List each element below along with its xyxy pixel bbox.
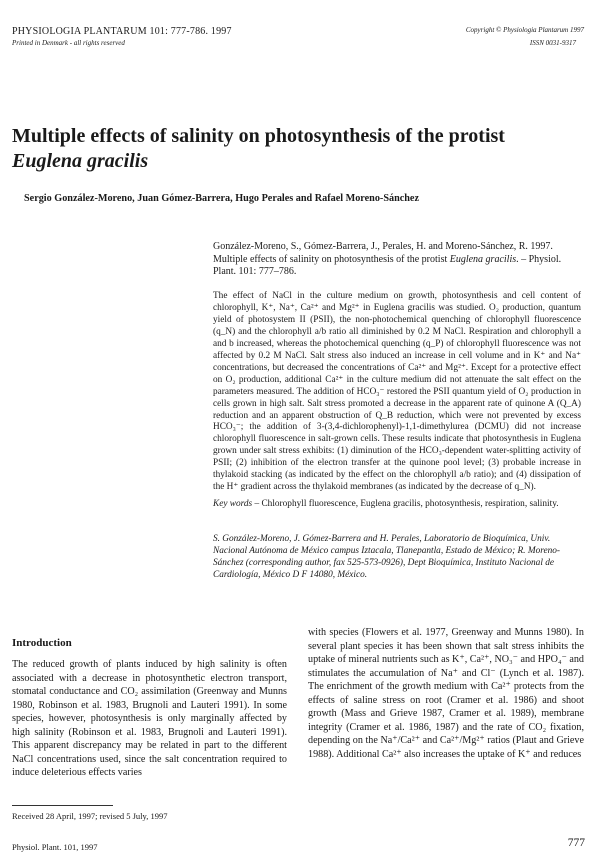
copyright-notice: Copyright © Physiologia Plantarum 1997 <box>465 26 584 34</box>
citation-species: Euglena gracilis <box>449 253 517 265</box>
intro-column-left: The reduced growth of plants induced by high salinity is often associated with a decrease in photosynthetic electron transport, stomatal conductance and CO₂ assimilation (Greenway and Munns 1980, Robinson et al. 1983, Brugnoli and Lauteri 1991). In some species, however, photosynthesis is only marginally affected by high salinity (Robinson et al. 1983, Brugnoli and Lauteri 1991). This apparent discrepancy may be related in part to the different NaCl concentrations used, since the salt concentration required to induce deleterious effects varies <box>12 659 287 778</box>
article-title <box>12 124 587 174</box>
footnote-rule <box>12 805 113 806</box>
printed-notice: Printed in Denmark - all rights reserved <box>12 39 125 47</box>
keywords-text: Chlorophyll fluorescence, Euglena gracilis, photosynthesis, respiration, salinity. <box>261 499 559 509</box>
citation-text: González-Moreno, S., Gómez-Barrera, J., Perales, H. and Moreno-Sánchez, R. 1997. Multiple effects of salinity on photosynthesis of the protist <box>213 241 553 265</box>
section-heading-introduction: Introduction <box>12 637 72 649</box>
citation <box>213 241 581 279</box>
journal-header: PHYSIOLOGIA PLANTARUM 101: 777-786. 1997 <box>12 26 232 37</box>
keywords <box>213 498 581 510</box>
citation-tail: . – Physiol. Plant. 101: 777–786. <box>213 253 562 278</box>
title-line-1: Multiple effects of salinity on photosynthesis of the protist <box>12 125 505 147</box>
author-list: Sergio González-Moreno, Juan Gómez-Barrera, Hugo Perales and Rafael Moreno-Sánchez <box>24 193 419 204</box>
received-dates: Received 28 April, 1997; revised 5 July, 1997 <box>12 811 168 821</box>
title-line-2: Euglena gracilis <box>12 150 149 172</box>
page-number: 777 <box>567 837 585 849</box>
footer-journal-ref: Physiol. Plant. 101, 1997 <box>12 842 98 852</box>
author-affiliations: S. González-Moreno, J. Gómez-Barrera and H. Perales, Laboratorio de Bioquímica, Univ. Nacional Autónoma de México campus Iztacala, Tlanepantla, Estado de México; R. Moreno-Sánchez (corresponding author, fax 525-573-0926), Dept Bioquímica, Instituto Nacional de Cardiología, México D F 14080, México. <box>213 534 561 580</box>
issn: ISSN 0031-9317 <box>529 39 576 47</box>
intro-column-right: with species (Flowers et al. 1977, Greenway and Munns 1980). In several plant species it has been shown that salt stress inhibits the uptake of mineral nutrients such as K⁺, Ca²⁺, NO₃⁻ and HPO₄⁻ and stimulates the accumulation of Na⁺ and Cl⁻ (Lynch et al. 1987). The enrichment of the growth medium with Ca²⁺ protects from the effects of saline stress on root (Cramer et al. 1986) and shoot growth (Mass and Grieve 1987, Cramer et al. 1989), membrane integrity (Cramer et al. 1986, 1987) and the rate of CO₂ fixation, depending on the Na⁺/Ca²⁺ and Ca²⁺/Mg²⁺ ratios (Plaut and Grieve 1988). Additional Ca²⁺ also increases the uptake of K⁺ and reduces <box>308 627 584 760</box>
keywords-label: Key words – <box>213 499 260 509</box>
abstract: The effect of NaCl in the culture medium on growth, photosynthesis and cell content of chlorophyll, K⁺, Na⁺, Ca²⁺ and Mg²⁺ in Euglena gracilis was studied. O₂ production, quantum yield of photosystem II (PSII), the non-photochemical quenching of chlorophyll fluorescence (q_N) and the chlorophyll a/b ratio all diminished by 0.2 M NaCl. Respiration and chlorophyll a and b increased, whereas the photochemical quenching (q_P) of chlorophyll fluorescence was not affected by 0.2 M NaCl. Salt stress also induced an increase in cell volume and in K⁺ and Na⁺ concentrations, but decreased the concentrations of Ca²⁺ and Mg²⁺. Except for a protective effect on O₂ production, additional Ca²⁺ in the culture medium did not attenuate the salt effect on the parameters measured. The addition of HCO₃⁻ restored the PSII quantum yield of O₂ production in cells grown in high salt. Salt stress promoted a decrease in the apparent rate of quinone A (Q_A) reduction and an apparent obstruction of Q_B reduction, which were not prevented by excess HCO₃⁻; the addition of 3-(3,4-dichlorophenyl)-1,1-dimethylurea (DCMU) did not increase chlorophyll fluorescence in salt-grown cells. These results indicate that photosynthesis in Euglena grown under salt stress exhibits: (1) diminution of the HCO₃-dependent water-splitting activity of PSII; (2) inhibition of the electron transfer at the quinone pool level; (3) probable increase in thylakoid stacking (as indicated by the effect on the chlorophyll a/b ratio); and (4) dissipation of the H⁺ gradient across the thylakoid membranes (as indicated by the decrease of q_N). <box>213 291 581 493</box>
